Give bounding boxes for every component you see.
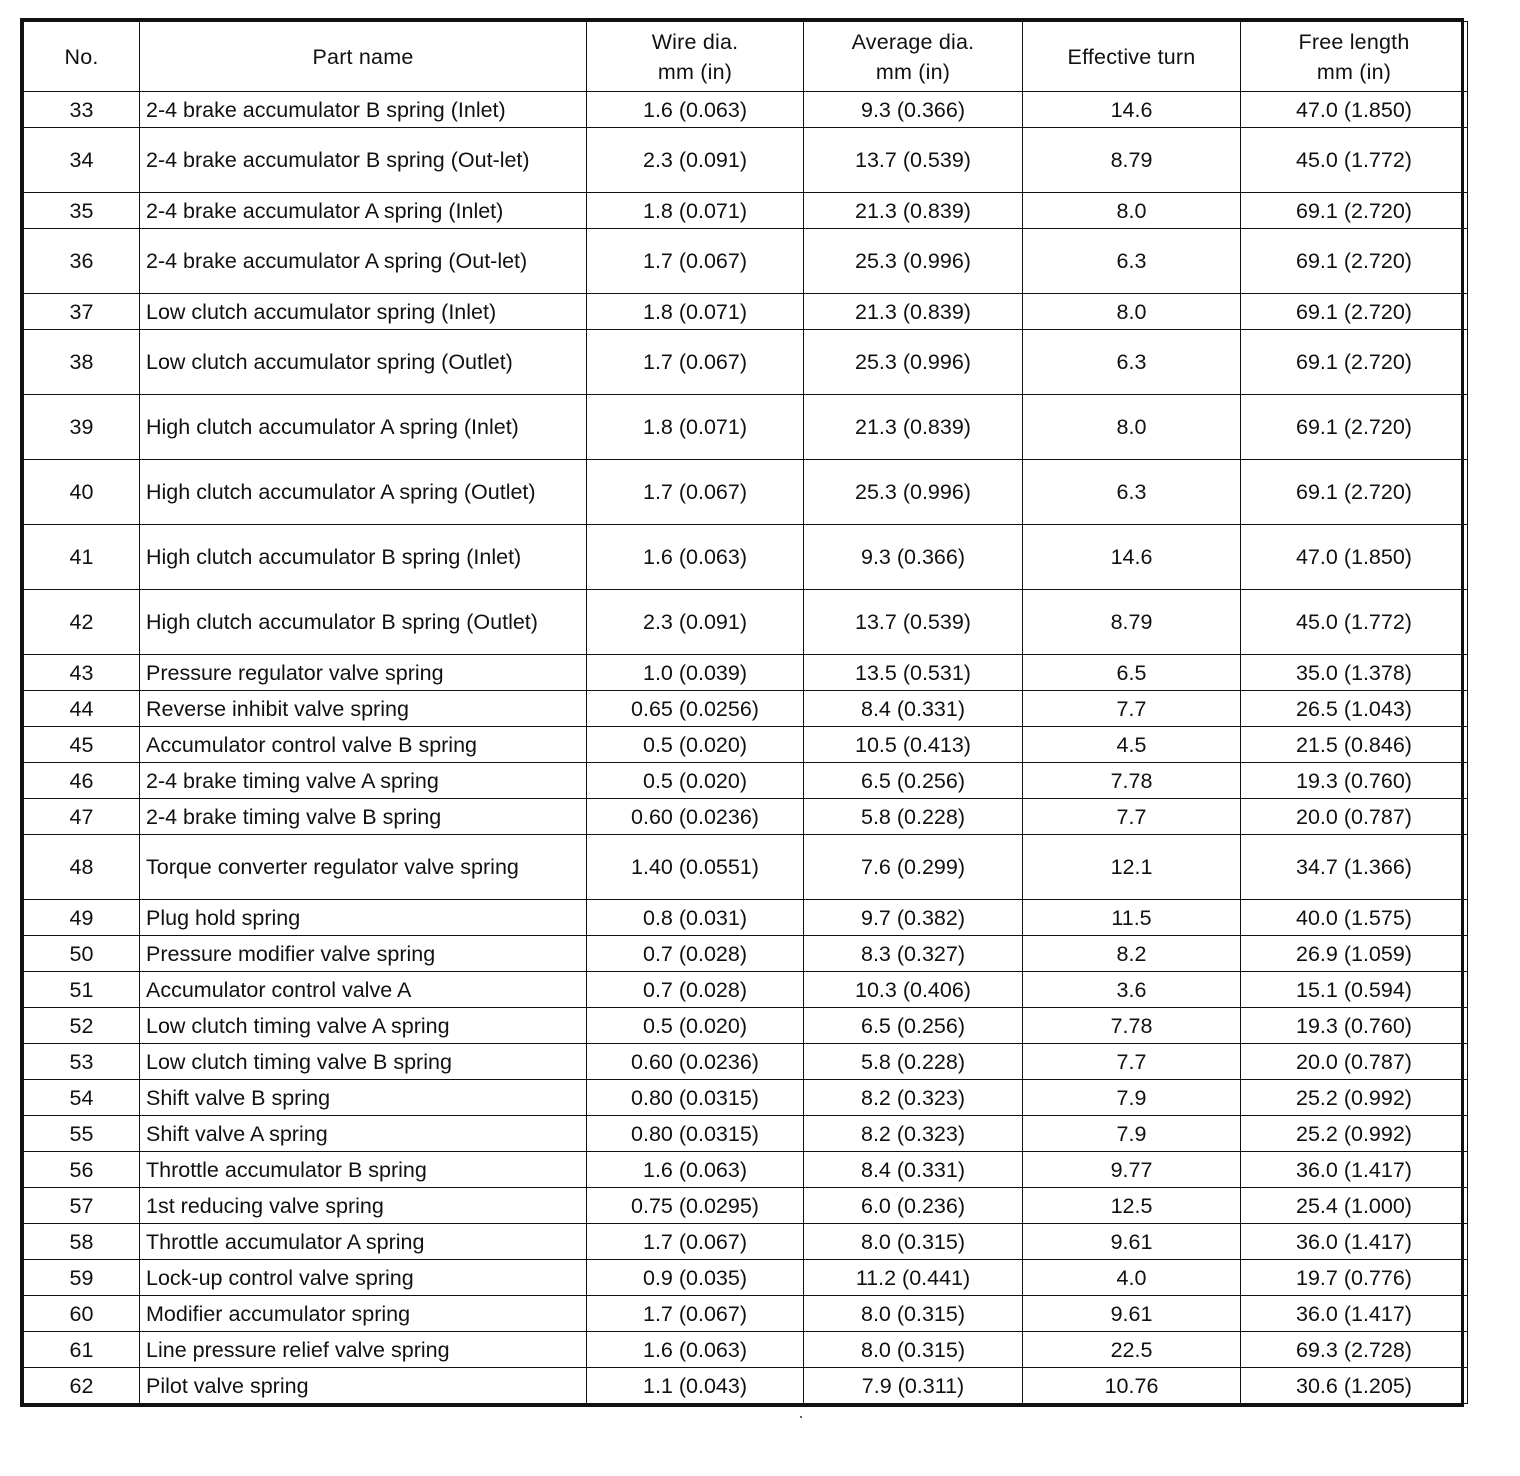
cell-no: 61 (24, 1332, 140, 1368)
cell-average-dia: 13.7 (0.539) (804, 128, 1023, 193)
cell-no: 49 (24, 900, 140, 936)
cell-no: 45 (24, 727, 140, 763)
cell-effective-turn: 9.61 (1023, 1224, 1241, 1260)
table-row (24, 835, 1468, 900)
cell-average-dia: 21.3 (0.839) (804, 395, 1023, 460)
cell-average-dia: 9.3 (0.366) (804, 525, 1023, 590)
cell-no: 58 (24, 1224, 140, 1260)
cell-no: 54 (24, 1080, 140, 1116)
table-row (24, 900, 1468, 936)
cell-free-length: 20.0 (0.787) (1241, 1044, 1468, 1080)
cell-part-name: Low clutch timing valve B spring (140, 1044, 587, 1080)
cell-wire-dia: 0.60 (0.0236) (587, 799, 804, 835)
table-row (24, 763, 1468, 799)
cell-effective-turn: 8.2 (1023, 936, 1241, 972)
cell-free-length: 69.1 (2.720) (1241, 395, 1468, 460)
cell-free-length: 36.0 (1.417) (1241, 1152, 1468, 1188)
cell-effective-turn: 6.5 (1023, 655, 1241, 691)
cell-wire-dia: 0.80 (0.0315) (587, 1080, 804, 1116)
cell-part-name: Torque converter regulator valve spring (140, 835, 587, 900)
header-no: No. (24, 22, 140, 92)
cell-wire-dia: 1.8 (0.071) (587, 395, 804, 460)
cell-wire-dia: 0.65 (0.0256) (587, 691, 804, 727)
table-row (24, 1368, 1468, 1404)
cell-no: 34 (24, 128, 140, 193)
cell-average-dia: 25.3 (0.996) (804, 229, 1023, 294)
header-wire-dia: Wire dia. mm (in) (587, 22, 804, 92)
cell-no: 44 (24, 691, 140, 727)
table-row (24, 655, 1468, 691)
table-row (24, 727, 1468, 763)
cell-effective-turn: 7.7 (1023, 691, 1241, 727)
table-row (24, 1296, 1468, 1332)
cell-average-dia: 8.0 (0.315) (804, 1224, 1023, 1260)
cell-wire-dia: 1.6 (0.063) (587, 525, 804, 590)
table-row (24, 1116, 1468, 1152)
cell-free-length: 30.6 (1.205) (1241, 1368, 1468, 1404)
cell-free-length: 45.0 (1.772) (1241, 590, 1468, 655)
cell-free-length: 69.1 (2.720) (1241, 193, 1468, 229)
cell-average-dia: 5.8 (0.228) (804, 1044, 1023, 1080)
cell-wire-dia: 1.7 (0.067) (587, 460, 804, 525)
cell-average-dia: 9.3 (0.366) (804, 92, 1023, 128)
cell-no: 43 (24, 655, 140, 691)
cell-average-dia: 8.3 (0.327) (804, 936, 1023, 972)
cell-part-name: Line pressure relief valve spring (140, 1332, 587, 1368)
cell-effective-turn: 14.6 (1023, 525, 1241, 590)
cell-no: 36 (24, 229, 140, 294)
table-row (24, 936, 1468, 972)
cell-wire-dia: 2.3 (0.091) (587, 128, 804, 193)
table-row (24, 395, 1468, 460)
table-row (24, 799, 1468, 835)
cell-average-dia: 21.3 (0.839) (804, 294, 1023, 330)
cell-free-length: 21.5 (0.846) (1241, 727, 1468, 763)
cell-no: 41 (24, 525, 140, 590)
cell-no: 51 (24, 972, 140, 1008)
cell-effective-turn: 7.7 (1023, 1044, 1241, 1080)
cell-effective-turn: 9.61 (1023, 1296, 1241, 1332)
cell-part-name: Accumulator control valve B spring (140, 727, 587, 763)
table-row (24, 128, 1468, 193)
cell-no: 55 (24, 1116, 140, 1152)
table-row (24, 92, 1468, 128)
cell-wire-dia: 1.8 (0.071) (587, 294, 804, 330)
cell-average-dia: 10.5 (0.413) (804, 727, 1023, 763)
cell-effective-turn: 7.9 (1023, 1080, 1241, 1116)
cell-part-name: Shift valve B spring (140, 1080, 587, 1116)
cell-free-length: 69.1 (2.720) (1241, 330, 1468, 395)
cell-no: 60 (24, 1296, 140, 1332)
cell-wire-dia: 2.3 (0.091) (587, 590, 804, 655)
cell-wire-dia: 1.1 (0.043) (587, 1368, 804, 1404)
cell-free-length: 69.1 (2.720) (1241, 294, 1468, 330)
table-row (24, 330, 1468, 395)
table-row (24, 1080, 1468, 1116)
cell-effective-turn: 8.79 (1023, 128, 1241, 193)
cell-effective-turn: 3.6 (1023, 972, 1241, 1008)
cell-average-dia: 7.9 (0.311) (804, 1368, 1023, 1404)
cell-average-dia: 5.8 (0.228) (804, 799, 1023, 835)
table-row (24, 294, 1468, 330)
cell-wire-dia: 0.7 (0.028) (587, 936, 804, 972)
cell-effective-turn: 6.3 (1023, 229, 1241, 294)
cell-part-name: High clutch accumulator B spring (Outlet) (140, 590, 587, 655)
cell-part-name: 2-4 brake accumulator A spring (Out-let) (140, 229, 587, 294)
table-row (24, 1224, 1468, 1260)
cell-part-name: Pilot valve spring (140, 1368, 587, 1404)
cell-wire-dia: 1.0 (0.039) (587, 655, 804, 691)
cell-no: 37 (24, 294, 140, 330)
cell-effective-turn: 4.5 (1023, 727, 1241, 763)
cell-no: 38 (24, 330, 140, 395)
cell-average-dia: 13.7 (0.539) (804, 590, 1023, 655)
cell-effective-turn: 6.3 (1023, 330, 1241, 395)
cell-no: 46 (24, 763, 140, 799)
cell-average-dia: 13.5 (0.531) (804, 655, 1023, 691)
table-row (24, 460, 1468, 525)
cell-part-name: Pressure modifier valve spring (140, 936, 587, 972)
cell-average-dia: 6.5 (0.256) (804, 763, 1023, 799)
cell-free-length: 69.1 (2.720) (1241, 460, 1468, 525)
cell-part-name: 1st reducing valve spring (140, 1188, 587, 1224)
cell-wire-dia: 0.9 (0.035) (587, 1260, 804, 1296)
cell-average-dia: 8.2 (0.323) (804, 1116, 1023, 1152)
cell-effective-turn: 7.78 (1023, 1008, 1241, 1044)
cell-free-length: 26.9 (1.059) (1241, 936, 1468, 972)
cell-free-length: 19.3 (0.760) (1241, 763, 1468, 799)
cell-free-length: 45.0 (1.772) (1241, 128, 1468, 193)
cell-no: 33 (24, 92, 140, 128)
cell-average-dia: 21.3 (0.839) (804, 193, 1023, 229)
cell-part-name: 2-4 brake accumulator B spring (Out-let) (140, 128, 587, 193)
cell-wire-dia: 0.80 (0.0315) (587, 1116, 804, 1152)
cell-free-length: 20.0 (0.787) (1241, 799, 1468, 835)
cell-part-name: Low clutch timing valve A spring (140, 1008, 587, 1044)
cell-free-length: 47.0 (1.850) (1241, 92, 1468, 128)
table-row (24, 1044, 1468, 1080)
cell-wire-dia: 0.5 (0.020) (587, 763, 804, 799)
cell-no: 48 (24, 835, 140, 900)
cell-part-name: Pressure regulator valve spring (140, 655, 587, 691)
cell-average-dia: 8.4 (0.331) (804, 691, 1023, 727)
cell-wire-dia: 1.7 (0.067) (587, 330, 804, 395)
cell-no: 47 (24, 799, 140, 835)
cell-wire-dia: 0.5 (0.020) (587, 727, 804, 763)
table-row (24, 1188, 1468, 1224)
cell-effective-turn: 8.0 (1023, 294, 1241, 330)
stray-dot-mark (800, 1416, 802, 1418)
cell-part-name: Plug hold spring (140, 900, 587, 936)
table-row (24, 1152, 1468, 1188)
spring-spec-table (23, 21, 1468, 1404)
cell-wire-dia: 1.7 (0.067) (587, 1224, 804, 1260)
table-row (24, 1260, 1468, 1296)
cell-free-length: 36.0 (1.417) (1241, 1296, 1468, 1332)
cell-wire-dia: 0.8 (0.031) (587, 900, 804, 936)
cell-wire-dia: 1.7 (0.067) (587, 229, 804, 294)
cell-no: 40 (24, 460, 140, 525)
cell-effective-turn: 8.79 (1023, 590, 1241, 655)
header-effective-turn: Effective turn (1023, 22, 1241, 92)
cell-average-dia: 8.4 (0.331) (804, 1152, 1023, 1188)
cell-no: 50 (24, 936, 140, 972)
cell-average-dia: 10.3 (0.406) (804, 972, 1023, 1008)
cell-wire-dia: 0.7 (0.028) (587, 972, 804, 1008)
cell-part-name: 2-4 brake timing valve A spring (140, 763, 587, 799)
cell-wire-dia: 0.60 (0.0236) (587, 1044, 804, 1080)
table-header-row (24, 22, 1468, 92)
cell-free-length: 26.5 (1.043) (1241, 691, 1468, 727)
cell-part-name: High clutch accumulator A spring (Outlet) (140, 460, 587, 525)
table-row (24, 590, 1468, 655)
cell-average-dia: 11.2 (0.441) (804, 1260, 1023, 1296)
cell-part-name: Throttle accumulator B spring (140, 1152, 587, 1188)
cell-effective-turn: 14.6 (1023, 92, 1241, 128)
table-row (24, 1008, 1468, 1044)
cell-wire-dia: 1.6 (0.063) (587, 92, 804, 128)
cell-no: 42 (24, 590, 140, 655)
header-free-length: Free length mm (in) (1241, 22, 1468, 92)
cell-part-name: Lock-up control valve spring (140, 1260, 587, 1296)
cell-no: 57 (24, 1188, 140, 1224)
cell-free-length: 47.0 (1.850) (1241, 525, 1468, 590)
cell-wire-dia: 1.6 (0.063) (587, 1152, 804, 1188)
cell-no: 56 (24, 1152, 140, 1188)
cell-wire-dia: 1.8 (0.071) (587, 193, 804, 229)
cell-effective-turn: 7.78 (1023, 763, 1241, 799)
cell-no: 53 (24, 1044, 140, 1080)
cell-no: 62 (24, 1368, 140, 1404)
cell-effective-turn: 9.77 (1023, 1152, 1241, 1188)
cell-no: 35 (24, 193, 140, 229)
cell-free-length: 36.0 (1.417) (1241, 1224, 1468, 1260)
cell-effective-turn: 7.9 (1023, 1116, 1241, 1152)
cell-average-dia: 6.0 (0.236) (804, 1188, 1023, 1224)
cell-free-length: 19.7 (0.776) (1241, 1260, 1468, 1296)
table-row (24, 525, 1468, 590)
header-average-dia: Average dia. mm (in) (804, 22, 1023, 92)
cell-free-length: 69.3 (2.728) (1241, 1332, 1468, 1368)
cell-effective-turn: 8.0 (1023, 193, 1241, 229)
cell-free-length: 35.0 (1.378) (1241, 655, 1468, 691)
cell-average-dia: 25.3 (0.996) (804, 460, 1023, 525)
table-row (24, 691, 1468, 727)
cell-effective-turn: 6.3 (1023, 460, 1241, 525)
table-row (24, 193, 1468, 229)
cell-part-name: High clutch accumulator B spring (Inlet) (140, 525, 587, 590)
cell-part-name: 2-4 brake accumulator A spring (Inlet) (140, 193, 587, 229)
cell-free-length: 40.0 (1.575) (1241, 900, 1468, 936)
cell-average-dia: 8.0 (0.315) (804, 1296, 1023, 1332)
cell-average-dia: 9.7 (0.382) (804, 900, 1023, 936)
cell-effective-turn: 10.76 (1023, 1368, 1241, 1404)
cell-free-length: 25.4 (1.000) (1241, 1188, 1468, 1224)
cell-part-name: Low clutch accumulator spring (Outlet) (140, 330, 587, 395)
cell-effective-turn: 11.5 (1023, 900, 1241, 936)
table-row (24, 229, 1468, 294)
cell-part-name: High clutch accumulator A spring (Inlet) (140, 395, 587, 460)
cell-part-name: Low clutch accumulator spring (Inlet) (140, 294, 587, 330)
cell-part-name: Shift valve A spring (140, 1116, 587, 1152)
cell-wire-dia: 0.75 (0.0295) (587, 1188, 804, 1224)
cell-part-name: Accumulator control valve A (140, 972, 587, 1008)
cell-no: 52 (24, 1008, 140, 1044)
cell-average-dia: 8.0 (0.315) (804, 1332, 1023, 1368)
cell-effective-turn: 12.5 (1023, 1188, 1241, 1224)
cell-no: 59 (24, 1260, 140, 1296)
cell-effective-turn: 12.1 (1023, 835, 1241, 900)
cell-wire-dia: 1.7 (0.067) (587, 1296, 804, 1332)
cell-free-length: 25.2 (0.992) (1241, 1116, 1468, 1152)
cell-no: 39 (24, 395, 140, 460)
cell-wire-dia: 0.5 (0.020) (587, 1008, 804, 1044)
cell-average-dia: 7.6 (0.299) (804, 835, 1023, 900)
table-row (24, 972, 1468, 1008)
cell-free-length: 15.1 (0.594) (1241, 972, 1468, 1008)
cell-average-dia: 8.2 (0.323) (804, 1080, 1023, 1116)
cell-part-name: 2-4 brake timing valve B spring (140, 799, 587, 835)
cell-wire-dia: 1.40 (0.0551) (587, 835, 804, 900)
spring-spec-table-frame (20, 18, 1464, 1407)
cell-effective-turn: 8.0 (1023, 395, 1241, 460)
cell-effective-turn: 22.5 (1023, 1332, 1241, 1368)
cell-part-name: Throttle accumulator A spring (140, 1224, 587, 1260)
cell-free-length: 34.7 (1.366) (1241, 835, 1468, 900)
cell-free-length: 25.2 (0.992) (1241, 1080, 1468, 1116)
cell-part-name: Modifier accumulator spring (140, 1296, 587, 1332)
header-part-name: Part name (140, 22, 587, 92)
cell-effective-turn: 7.7 (1023, 799, 1241, 835)
cell-part-name: Reverse inhibit valve spring (140, 691, 587, 727)
cell-effective-turn: 4.0 (1023, 1260, 1241, 1296)
cell-free-length: 19.3 (0.760) (1241, 1008, 1468, 1044)
cell-average-dia: 25.3 (0.996) (804, 330, 1023, 395)
cell-wire-dia: 1.6 (0.063) (587, 1332, 804, 1368)
table-row (24, 1332, 1468, 1368)
cell-average-dia: 6.5 (0.256) (804, 1008, 1023, 1044)
cell-free-length: 69.1 (2.720) (1241, 229, 1468, 294)
cell-part-name: 2-4 brake accumulator B spring (Inlet) (140, 92, 587, 128)
